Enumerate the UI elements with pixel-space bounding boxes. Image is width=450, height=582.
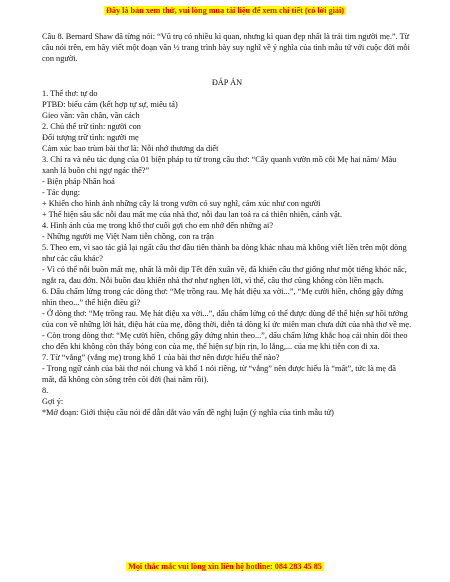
answer-line: - Những người mẹ Việt Nam tiễn chồng, con ra trận (42, 232, 214, 241)
answer-line: - Còn trong dòng thơ: “Mẹ cười hiền, chống gậy đứng nhìn theo...”, dấu chấm lửng khắc hoạ cái nhìn dõi theo cho đến khi không còn thấy bóng con của mẹ, thể hiện sự bịn rịn, lo lắng,... của mẹ khi tiễn con đi xa. (42, 331, 408, 351)
answer-line: - Biện pháp Nhân hoá (42, 177, 115, 186)
answer-line: + Khiến cho hình ảnh những cây lá trong vườn có suy nghĩ, cảm xúc như con người (42, 199, 321, 208)
answer-line: - Ở dòng thơ: “Mẹ trồng rau. Mẹ hát điệu xa vời...”, dấu chấm lửng có thể được dùng để thể hiện sự hồi tưởng của con về những lời hát, điệu hát của mẹ, đồng thời, diễn tả dòng kí ức miên man chưa dứt của nhà thơ về mẹ. (42, 309, 412, 329)
answer-line: - Vì có thể nỗi buồn mất mẹ, nhất là mỗi dịp Tết đến xuân về, đã khiến câu thơ giống như một tiếng khóc nấc, ngắt ra, đau đớn. Nỗi buồn đau khiến nhà thơ như nghẹn lời, vì thế, câu thơ cũng không còn liền mạch. (42, 265, 407, 285)
spacer (42, 64, 412, 77)
answer-line: 4. Hình ảnh của mẹ trong khổ thơ cuối gợi cho em nhớ đến những ai? (42, 221, 274, 230)
answer-line: 8. (42, 386, 49, 395)
answer-line: 1. Thể thơ: tự do (42, 89, 98, 98)
answer-heading: ĐÁP ÁN (211, 78, 243, 87)
answer-line: *Mở đoạn: Giới thiệu cầu nói để dẫn dắt vào vấn đề nghị luận (ý nghĩa của tình mẫu tử) (42, 408, 334, 417)
answer-line: - Tác dụng: (42, 188, 81, 197)
answer-line: 7. Từ “vắng” (vắng mẹ) trong khổ 1 của bài thơ nên được hiểu thế nào? (42, 353, 280, 362)
answer-line: - Trong ngữ cảnh của bài thơ nói chung và khổ 1 nói riêng, từ “vắng” nên được hiểu là “mất”, tức là mẹ đã mất, đã không còn sống trên cõi đời (hai năm rồi). (42, 364, 396, 384)
hotline-banner (0, 562, 450, 571)
answer-line: PTBĐ: biểu cảm (kết hợp tự sự, miêu tả) (42, 100, 178, 109)
answer-line: Cảm xúc bao trùm bài thơ là: Nỗi nhớ thương da diết (42, 144, 219, 153)
answer-line: 2. Chủ thể trữ tình: người con (42, 122, 141, 131)
answer-line: Đối tượng trữ tình: người mẹ (42, 133, 139, 142)
hotline-text: Mọi thắc mắc vui lòng xin liên hệ hotline: 084 283 45 85 (128, 562, 322, 571)
preview-notice-banner (0, 6, 450, 15)
answer-line: 6. Dấu chấm lửng trong các dòng thơ: “Mẹ trồng rau. Mẹ hát điệu xa vời...”, “Mẹ cười hiền, chống gậy đứng nhìn theo...” thể hiện điều gì? (42, 287, 404, 307)
document-body (42, 20, 412, 418)
answer-line: Gợi ý: (42, 397, 64, 406)
preview-notice-text: Đây là bản xem thử, vui lòng mua tài liệu để xem chi tiết (có lời giải) (105, 6, 344, 15)
answer-line: Gieo vần: vần chân, vần cách (42, 111, 140, 120)
answer-line: + Thể hiện sâu sắc nỗi đau mất mẹ của nhà thơ, nỗi đau lan toả ra cả thiên nhiên, cảnh vật. (42, 210, 343, 219)
answer-line: 3. Chỉ ra và nêu tác dụng của 01 biện pháp tu từ trong câu thơ: “Cây quanh vườn mồ côi Mẹ hai năm/ Màu xanh lá buồn chi ngợ ngác thế?” (42, 155, 397, 175)
answer-line: 5. Theo em, vì sao tác giả lại ngất câu thơ đầu tiên thành ba dòng khác nhau mà không viết liền trên một dòng như các câu khác? (42, 243, 407, 263)
question-paragraph: Câu 8. Bernard Shaw đã từng nói: “Vũ trụ có nhiều kì quan, nhưng kì quan đẹp nhất là trái tim người mẹ.”. Từ câu nói trên, em hãy viết một đoạn văn ½ trang trình bày suy nghĩ về ý nghĩa của tình mẫu tử với cuộc đời mỗi con người. (42, 32, 410, 63)
